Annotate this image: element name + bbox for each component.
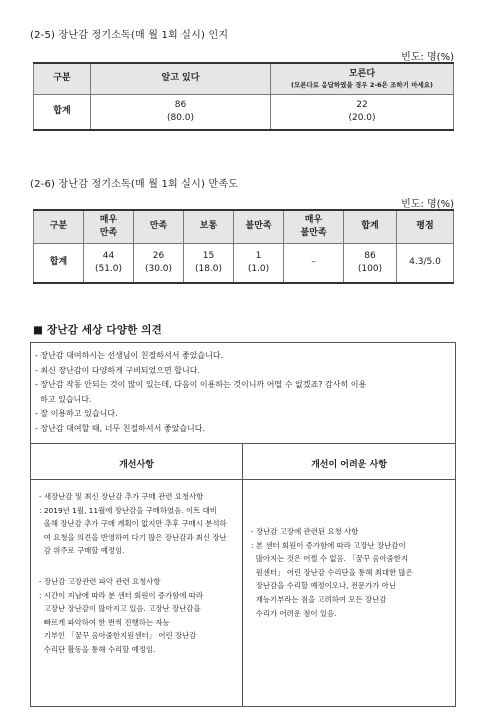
s1-row-label: 합계	[34, 94, 91, 130]
s2-dissatisfied-count: 1	[255, 250, 262, 261]
s2-very-satisfied-cell	[84, 243, 134, 283]
opinion-line: - 최신 장난감이 다양하게 구비되었으면 합니다.	[35, 365, 200, 375]
s2-header-very-satisfied-2: 만족	[99, 227, 118, 238]
s1-header-unknown-label: 모른다	[348, 68, 376, 79]
s2-header-average: 평점	[397, 210, 454, 243]
s2-satisfied-count: 26	[152, 250, 165, 261]
s2-very-dissatisfied-cell: –	[284, 243, 344, 283]
hard-item-line: : 본 센터 회원이 증가함에 따라 고장난 장난감이	[251, 540, 406, 550]
improve-item-line: 기부인 「꿈꾸 옴아줌한지원센터」 어린 장난감	[39, 631, 197, 641]
s2-header-neutral: 보통	[184, 210, 234, 243]
s2-header-total: 합계	[344, 210, 397, 243]
s2-satisfied-cell	[134, 243, 184, 283]
hard-item-title: - 장난감 고장에 관련된 요청 사항	[251, 527, 359, 536]
s2-very-satisfied-pct: (51.0)	[94, 263, 123, 274]
s2-total-pct: (100)	[357, 263, 383, 274]
s2-dissatisfied-cell	[234, 243, 284, 283]
s2-row-label: 합계	[34, 243, 84, 283]
s2-header-very-dissatisfied-1: 매우	[304, 214, 323, 225]
divider	[242, 443, 243, 706]
improve-item-line: 고장난 장난감이 많아지고 있음. 고장난 장난감을	[39, 604, 201, 614]
opinion-list	[35, 349, 451, 436]
improve-item-line: 수리단 활동을 통해 수리할 예정임.	[39, 644, 156, 654]
opinion-line: - 잘 이용하고 있습니다.	[35, 409, 118, 418]
improve-item-title: - 새장난감 및 최신 장난감 추가 구매 관련 요청사항	[39, 492, 204, 501]
improve-item-line: 올해 장난감 추가 구매 계획이 없지만 추후 구매시 분석하	[39, 519, 227, 529]
s2-header-category: 구분	[34, 210, 84, 243]
s2-neutral-pct: (18.0)	[194, 263, 223, 274]
s1-header-known: 알고 있다	[91, 63, 271, 94]
section2-unit: 빈도: 명(%)	[401, 199, 454, 210]
s1-known-count: 86	[174, 99, 187, 110]
hard-header: 개선이 어려운 사항	[311, 460, 387, 470]
improve-item-2	[39, 575, 239, 657]
s1-known-cell	[91, 94, 271, 130]
hard-item-line: 많아지는 것은 어쩔 수 없음. 「꿈꾸 옴아줌한지	[251, 554, 409, 564]
s1-known-pct: (80.0)	[166, 112, 195, 123]
s1-unknown-pct: (20.0)	[348, 112, 376, 123]
s1-header-unknown	[271, 63, 454, 94]
s2-neutral-cell	[184, 243, 234, 283]
improve-item-line: 여 요청을 의견을 반영하여 다기 많은 장난감과 최신 장난	[39, 532, 227, 542]
hard-item-line: 원센터」 어린 장난감 수리단을 통해 최대한 많은	[251, 567, 413, 577]
s1-header-category: 구분	[34, 63, 91, 94]
s2-total-count: 86	[364, 250, 376, 261]
section1-table	[33, 62, 454, 131]
divider	[31, 479, 455, 480]
divider	[31, 443, 455, 444]
s2-header-dissatisfied: 불만족	[234, 210, 284, 243]
s2-average-cell: 4.3/5.0	[397, 243, 454, 283]
hard-item-line: 장난감을 수리할 예정이오나, 전문가가 아닌	[251, 581, 396, 591]
hard-item-line: 재능기부라는 점을 고려하여 모든 장난감	[251, 594, 387, 604]
s2-dissatisfied-pct: (1.0)	[247, 263, 270, 274]
improve-item-1	[39, 490, 239, 558]
opinion-line: - 장난감 대여하시는 선생님이 친절하셔서 좋았습니다.	[35, 351, 224, 360]
opinion-line: - 장난감 작동 안되는 것이 많이 있는데, 다음이 이용하는 것이니까 어떨 수 없겠죠? 감사히 이용	[35, 380, 367, 389]
s2-header-very-satisfied-1: 매우	[99, 214, 118, 225]
improve-item-line: : 시간이 지남에 따라 분 센터 회원이 증가함에 따라	[39, 590, 204, 600]
s1-unknown-cell	[271, 94, 454, 130]
improve-item-line: 빠르게 파악하여 한 번씩 진행하는 자능	[39, 617, 170, 627]
section2-title: (2-6) 장난감 정기소독(매 월 1회 실시) 만족도	[30, 179, 239, 190]
s2-header-very-dissatisfied-2: 불만족	[300, 227, 327, 238]
hard-item-line: 수리가 어려운 점이 있음.	[251, 608, 337, 618]
section2-table	[33, 209, 454, 284]
section1-title: (2-5) 장난감 정기소독(매 월 1회 실시) 인지	[30, 30, 229, 41]
opinion-line: 하고 있습니다.	[35, 394, 92, 404]
s2-header-very-satisfied	[84, 210, 134, 243]
improve-item-line: : 2019년 1월, 11월에 장난감을 구매하였음. 이트 대비	[39, 505, 217, 515]
s2-neutral-count: 15	[202, 250, 215, 261]
s2-header-satisfied: 만족	[134, 210, 184, 243]
opinion-line: - 장난감 대여할 때, 너무 친절하셔서 좋았습니다.	[35, 423, 206, 433]
s2-very-satisfied-count: 44	[102, 250, 115, 261]
improve-header: 개선사항	[119, 460, 154, 470]
hard-item-1	[251, 525, 451, 620]
s2-satisfied-pct: (30.0)	[144, 263, 173, 274]
s2-total-cell	[344, 243, 397, 283]
improve-item-line: 감 위주로 구매할 예정임.	[39, 546, 125, 556]
opinion-box	[30, 342, 456, 707]
section3-title: ■ 장난감 세상 다양한 의견	[33, 324, 162, 336]
s1-unknown-count: 22	[356, 99, 368, 110]
s1-header-unknown-note: (모른다로 응답하였을 경우 2-6은 조하기 마세요)	[290, 80, 434, 89]
s2-header-very-dissatisfied	[284, 210, 344, 243]
section1-unit: 빈도: 명(%)	[401, 52, 454, 63]
improve-item-title: - 장난감 고장관련 파악 관련 요청사항	[39, 577, 161, 586]
